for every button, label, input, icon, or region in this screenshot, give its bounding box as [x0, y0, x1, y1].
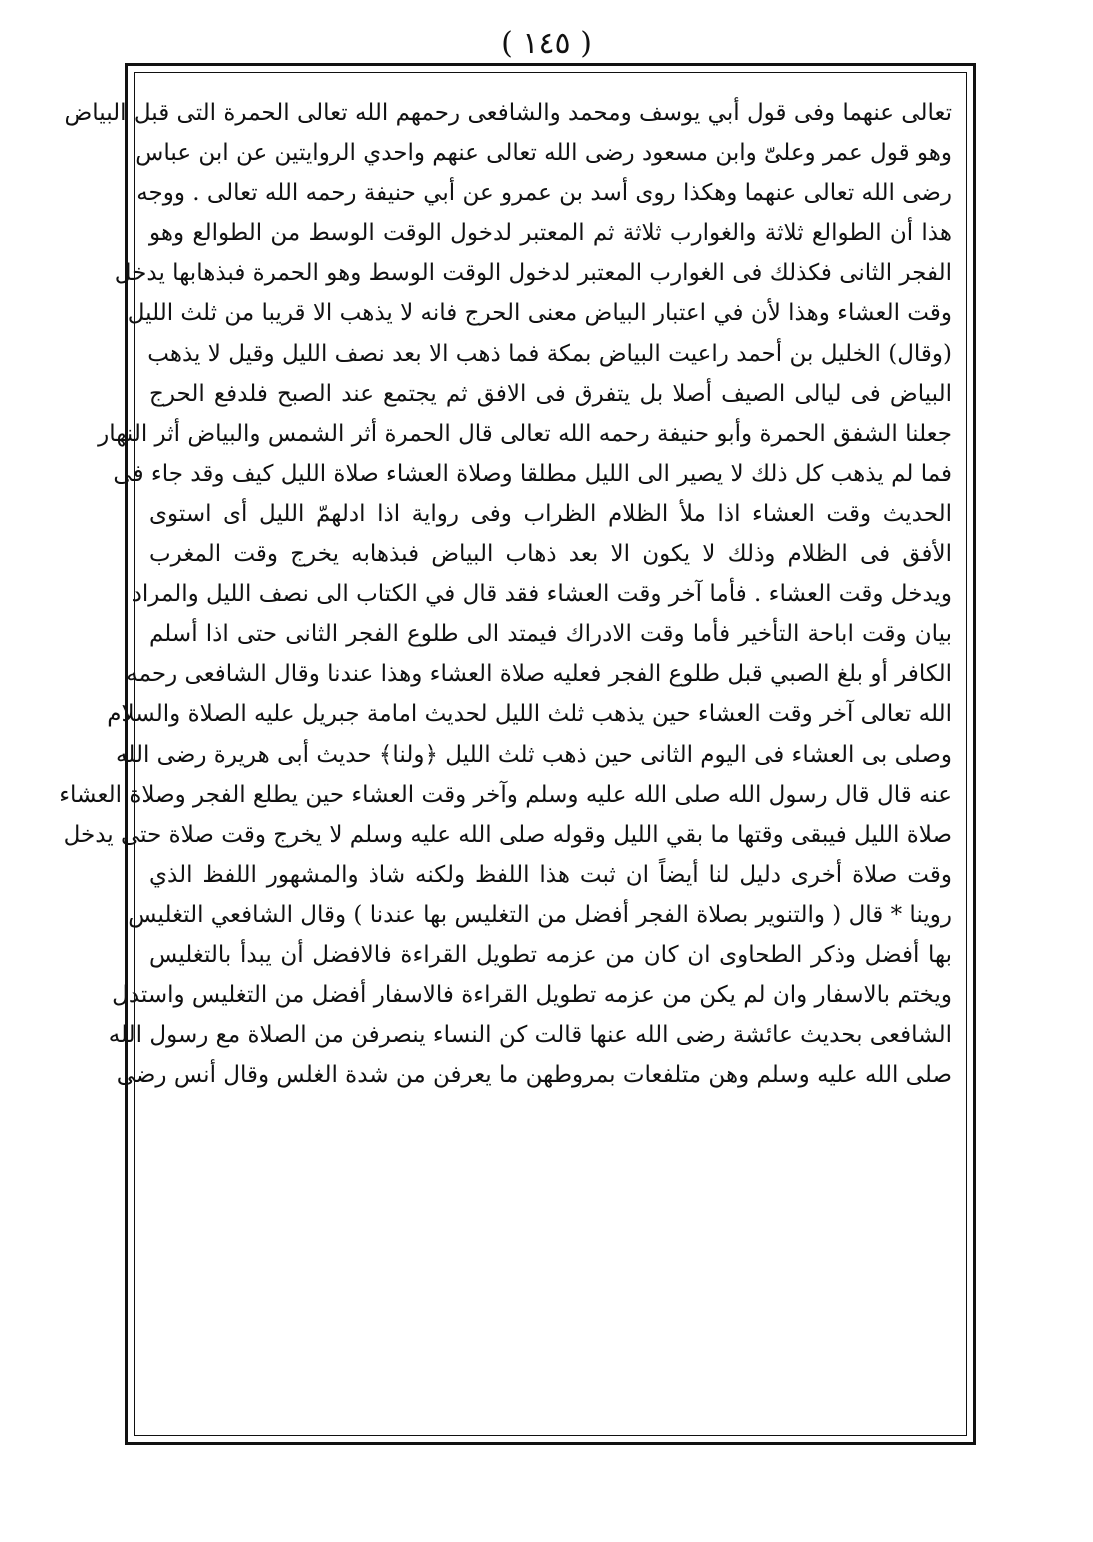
- text-line: البياض فى ليالى الصيف أصلا بل يتفرق فى الافق ثم يجتمع عند الصبح فلدفع الحرج: [149, 380, 952, 407]
- text-line: صلاة الليل فيبقى وقتها ما بقي الليل وقوله صلى الله عليه وسلم لا يخرج وقت صلاة حتى يدخل: [63, 821, 952, 848]
- text-line: جعلنا الشفق الحمرة وأبو حنيفة رحمه الله تعالى قال الحمرة أثر الشمس والبياض أثر النهار: [98, 420, 952, 447]
- page-number: ( ١٤٥ ): [501, 26, 592, 61]
- text-line: ويختم بالاسفار وان لم يكن من عزمه تطويل القراءة فالاسفار أفضل من التغليس واستدل: [112, 982, 952, 1009]
- text-line: وقت العشاء وهذا لأن في اعتبار البياض معنى الحرج فانه لا يذهب الا قريبا من ثلث الليل: [127, 300, 952, 327]
- text-line: الحديث وقت العشاء اذا ملأ الظلام الظراب وفى رواية اذا ادلهمّ الليل أى استوى: [149, 500, 952, 527]
- text-line: بيان وقت اباحة التأخير فأما وقت الادراك فيمتد الى طلوع الفجر الثانى حتى اذا أسلم: [149, 621, 952, 648]
- page-border: [59, 63, 976, 1445]
- text-line: الأفق فى الظلام وذلك لا يكون الا بعد ذهاب البياض فبذهابه يخرج وقت المغرب: [149, 541, 952, 568]
- text-line: وقت صلاة أخرى دليل لنا أيضاً ان ثبت هذا اللفظ ولكنه شاذ والمشهور اللفظ الذي: [149, 861, 952, 888]
- text-line: وهو قول عمر وعلىّ وابن مسعود رضى الله تعالى عنهم واحدي الروايتين عن ابن عباس: [135, 140, 952, 167]
- text-line: (وقال) الخليل بن أحمد راعيت البياض بمكة فما ذهب الا بعد نصف الليل وقيل لا يذهب: [147, 340, 952, 367]
- text-line: الفجر الثانى فكذلك فى الغوارب المعتبر لدخول الوقت الوسط وهو الحمرة فبذهابها يدخل: [114, 260, 952, 287]
- text-line: روينا * قال ( والتنوير بصلاة الفجر أفضل من التغليس بها عندنا ) وقال الشافعي التغليس: [128, 901, 952, 928]
- text-line: بها أفضل وذكر الطحاوى ان كان من عزمه تطويل القراءة فالافضل أن يبدأ بالتغليس: [149, 941, 952, 968]
- text-line: ويدخل وقت العشاء . فأما آخر وقت العشاء فقد قال في الكتاب الى نصف الليل والمراد: [131, 581, 952, 608]
- text-line: صلى الله عليه وسلم وهن متلفعات بمروطهن ما يعرفن من شدة الغلس وقال أنس رضى: [116, 1062, 952, 1089]
- text-line: هذا أن الطوالع ثلاثة والغوارب ثلاثة ثم المعتبر لدخول الوقت الوسط من الطوالع وهو: [149, 220, 952, 247]
- inner-border: [59, 72, 967, 1436]
- text-line: عنه قال قال رسول الله صلى الله عليه وسلم وآخر وقت العشاء حين يطلع الفجر وصلاة العشاء: [59, 781, 952, 808]
- text-line: تعالى عنهما وفى قول أبي يوسف ومحمد والشافعى رحمهم الله تعالى الحمرة التى قبل البياض: [64, 100, 952, 126]
- text-line: رضى الله تعالى عنهما وهكذا روى أسد بن عمرو عن أبي حنيفة رحمه الله تعالى . ووجه: [136, 180, 952, 207]
- body-text: [59, 93, 952, 1419]
- text-line: فما لم يذهب كل ذلك لا يصير الى الليل مطلقا وصلاة العشاء صلاة الليل كيف وقد جاء فى: [113, 460, 952, 487]
- text-line: الله تعالى آخر وقت العشاء حين يذهب ثلث الليل لحديث امامة جبريل عليه الصلاة والسلام: [107, 701, 952, 728]
- text-line: الكافر أو بلغ الصبي قبل طلوع الفجر فعليه صلاة العشاء وهذا عندنا وقال الشافعى رحمه: [126, 661, 952, 688]
- text-line: الشافعى بحديث عائشة رضى الله عنها قالت كن النساء ينصرفن من الصلاة مع رسول الله: [108, 1022, 952, 1049]
- text-line: وصلى بى العشاء فى اليوم الثانى حين ذهب ثلث الليل ﴿ولنا﴾ حديث أبى هريرة رضى الله: [116, 741, 952, 768]
